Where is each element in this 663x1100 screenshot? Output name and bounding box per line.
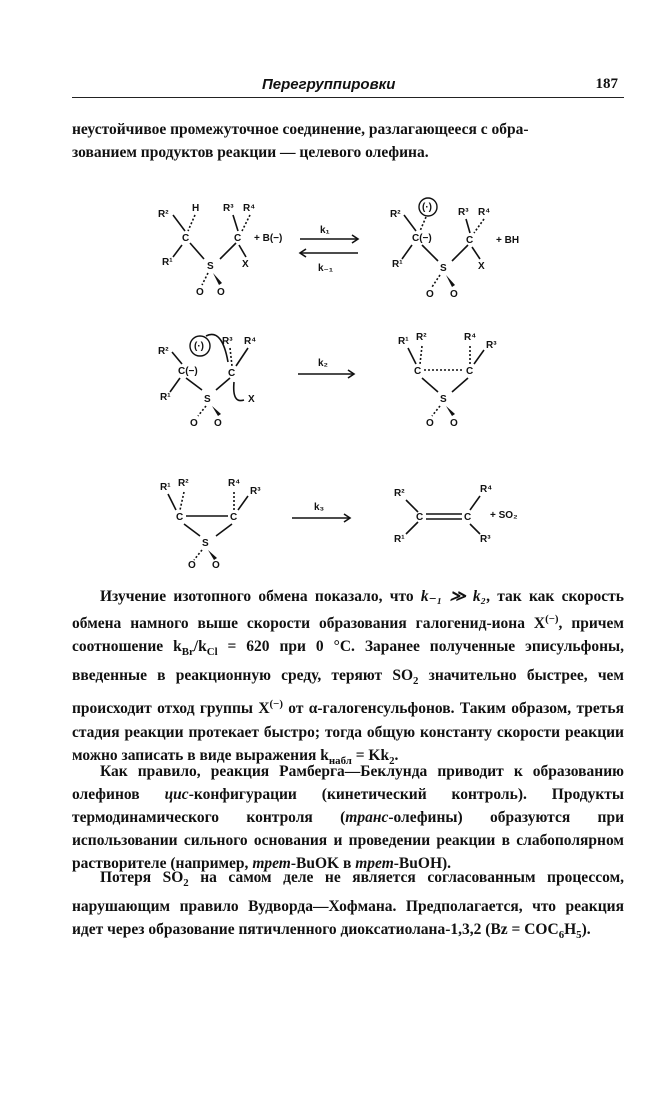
sub-2: 2: [389, 754, 395, 767]
bond: [402, 245, 412, 259]
page-header: [72, 76, 624, 96]
bond: [422, 378, 438, 392]
sulfur-label: S: [440, 263, 447, 274]
sub-5: 5: [576, 929, 582, 942]
bond: [432, 406, 440, 416]
bond: [420, 217, 426, 231]
bond: [470, 524, 480, 534]
oxygen-label: O: [450, 418, 458, 427]
p1-text: от α-галогенсульфонов. Таким образом, третья стадия реакции протекает быстро; тогда общую константу скорости реакции можно записать в виде выражения k: [72, 700, 624, 764]
charge-sup: (−): [269, 698, 283, 711]
base-label: + B(−): [254, 233, 283, 244]
p2-text: Как правило, реакция Рамберга—Беклунда приводит к образованию олефинов: [72, 763, 624, 803]
bond: [474, 350, 484, 364]
r1-label: R¹: [160, 482, 171, 493]
bond: [239, 245, 246, 257]
p1-text: = Kk: [351, 746, 390, 764]
r3-label: R³: [480, 534, 491, 545]
oxygen-label: O: [188, 560, 196, 570]
x-label: X: [242, 259, 249, 270]
bond: [404, 215, 416, 231]
italic-cis: цис: [164, 786, 189, 803]
p1-text: /k: [193, 638, 207, 656]
r4-label: R⁴: [480, 484, 493, 495]
paragraph-so2-loss: [72, 866, 624, 947]
bond: [190, 243, 204, 259]
r2-label: R²: [390, 209, 401, 220]
r2-label: R²: [158, 209, 169, 220]
running-title: Перегруппировки: [262, 76, 396, 93]
italic-tert: трет: [355, 855, 394, 872]
r2-label: R²: [178, 478, 189, 489]
bond: [220, 243, 236, 259]
r1-label: R¹: [394, 534, 405, 545]
h-label: H: [192, 203, 200, 214]
bond: [216, 378, 230, 390]
bond: [406, 522, 418, 534]
bond: [408, 348, 416, 364]
paragraph-isotope-exchange: [72, 585, 624, 773]
intro-line-2: зованием продуктов реакции — целевого олефина.: [72, 144, 429, 161]
carbon-label: C: [228, 368, 236, 379]
p1-text: = 620 при 0 °С. Заранее полученные эписульфоны, введенные в реакционную среду, теряют SO: [72, 638, 624, 685]
carbon-label: C: [464, 512, 472, 523]
oxygen-label: O: [450, 289, 458, 300]
bond: [238, 496, 248, 510]
r4-label: R⁴: [244, 336, 257, 347]
lone-pair-label: (·): [422, 202, 432, 213]
carbon-label: C: [182, 233, 190, 244]
r1-label: R¹: [162, 257, 173, 268]
r4-label: R⁴: [478, 207, 491, 218]
oxygen-label: O: [212, 560, 220, 570]
bond: [172, 352, 182, 364]
p1-text: .: [394, 746, 399, 764]
rate-inequality: k₋₁ ≫ k₂: [420, 588, 487, 605]
scheme-step-3: [140, 470, 560, 570]
wedge-bond: [446, 406, 455, 416]
sub-6: 6: [558, 929, 565, 942]
intro-line-1: неустойчивое промежуточное соединение, разлагающееся с обра-: [72, 121, 529, 138]
x-label: X: [248, 394, 255, 405]
oxygen-label: O: [214, 418, 222, 427]
bond: [216, 524, 232, 536]
sub-2: 2: [413, 675, 419, 688]
r3-label: R³: [223, 203, 234, 214]
carbon-label: C: [416, 512, 424, 523]
carbanion-label: C(−): [412, 233, 432, 244]
bond: [194, 550, 202, 560]
wedge-bond: [213, 273, 222, 285]
carbon-label: C: [176, 512, 184, 523]
wedge-bond: [208, 550, 217, 560]
sub-br: Br: [181, 646, 194, 659]
sulfur-label: S: [204, 394, 211, 405]
p3-text: Потеря SO: [100, 869, 184, 886]
charge-sup: (−): [545, 613, 559, 625]
sub-nabl: набл: [328, 754, 352, 767]
bond: [184, 524, 200, 536]
r1-label: R¹: [160, 392, 171, 403]
bond: [180, 492, 184, 510]
p2-text: -конфигурации (кинетический контроль). Продукты термодинамического контроля (: [72, 786, 624, 826]
r3-label: R³: [250, 486, 261, 497]
r4-label: R⁴: [228, 478, 241, 489]
scheme-step-1: [140, 195, 560, 300]
r4-label: R⁴: [464, 332, 477, 343]
carbon-label: C: [230, 512, 238, 523]
r3-label: R³: [458, 207, 469, 218]
bond: [470, 496, 480, 510]
carbon-label: C: [414, 366, 422, 377]
k-1-label: k₋₁: [318, 263, 333, 274]
bond: [233, 215, 238, 231]
r2-label: R²: [394, 488, 405, 499]
scheme-step-2: [140, 322, 560, 427]
wedge-bond: [212, 406, 221, 416]
r4-label: R⁴: [243, 203, 256, 214]
bond: [198, 406, 206, 416]
r1-label: R¹: [398, 336, 409, 347]
bond: [202, 273, 208, 285]
carbon-label: C: [466, 235, 474, 246]
curved-arrow: [234, 382, 244, 401]
bond: [186, 378, 202, 390]
p2-text: -BuOH).: [393, 855, 452, 872]
sulfur-label: S: [207, 261, 214, 272]
carbon-label: C: [466, 366, 474, 377]
bond: [173, 245, 182, 257]
bond: [188, 215, 195, 231]
p1-text: Изучение изотопного обмена показало, что: [100, 588, 421, 605]
p3-text: ).: [581, 921, 591, 939]
sub-2: 2: [183, 877, 189, 890]
x-label: X: [478, 261, 485, 272]
r3-label: R³: [486, 340, 497, 351]
bh-label: + BH: [496, 235, 520, 246]
k1-label: k₁: [320, 225, 330, 236]
bond: [422, 245, 438, 261]
oxygen-label: O: [196, 287, 204, 298]
bond: [170, 378, 180, 392]
bond: [242, 215, 250, 231]
italic-trans: транс: [345, 809, 389, 826]
oxygen-label: O: [217, 287, 225, 298]
p2-text: -олефины) образуются при использовании сильного основания и проведении реакции в слабополярном растворителе (например,: [72, 809, 624, 872]
lone-pair-label: (·): [194, 341, 204, 352]
bond: [474, 219, 484, 233]
p1-text: значительно быстрее, чем происходит отход группы X: [72, 667, 624, 718]
bond: [432, 275, 440, 287]
k3-label: k₃: [314, 502, 325, 513]
carbanion-label: C(−): [178, 366, 198, 377]
carbon-label: C: [234, 233, 242, 244]
bond: [472, 247, 480, 259]
bond: [173, 215, 185, 231]
r1-label: R¹: [392, 259, 403, 270]
italic-tert: трет: [252, 855, 291, 872]
r2-label: R²: [416, 332, 427, 343]
paragraph-ramberg-backlund: [72, 760, 624, 875]
sulfur-label: S: [440, 394, 447, 405]
bond: [168, 494, 176, 510]
p1-text: , причем соотношение k: [72, 615, 624, 656]
bond: [452, 378, 468, 392]
bond: [466, 219, 470, 233]
sub-cl: Cl: [206, 646, 218, 659]
r2-label: R²: [158, 346, 169, 357]
sulfur-label: S: [202, 538, 209, 549]
p2-text: -BuOK в: [290, 855, 356, 872]
header-rule: [72, 97, 624, 98]
wedge-bond: [446, 275, 455, 287]
bond: [420, 346, 422, 364]
oxygen-label: O: [190, 418, 198, 427]
bond: [452, 245, 468, 261]
so2-label: + SO₂: [490, 510, 518, 521]
bond: [230, 348, 232, 366]
p1-text: , так как скорость обмена намного выше скорости образования галогенид-иона X: [72, 588, 624, 633]
intro-paragraph: [72, 118, 624, 164]
p3-text: на самом деле не является согласованным процессом, нарушающим правило Вудворда—Хофмана. Предполагается, что реакция идет через образование пятичленного диоксатиолана-1,3,2 (Bz = COC: [72, 869, 625, 939]
bond: [406, 500, 418, 512]
r3-label: R³: [222, 336, 233, 347]
oxygen-label: O: [426, 289, 434, 300]
p3-text: H: [564, 921, 577, 939]
bond: [236, 348, 248, 366]
page-number: 187: [595, 76, 618, 92]
k2-label: k₂: [318, 358, 329, 369]
oxygen-label: O: [426, 418, 434, 427]
